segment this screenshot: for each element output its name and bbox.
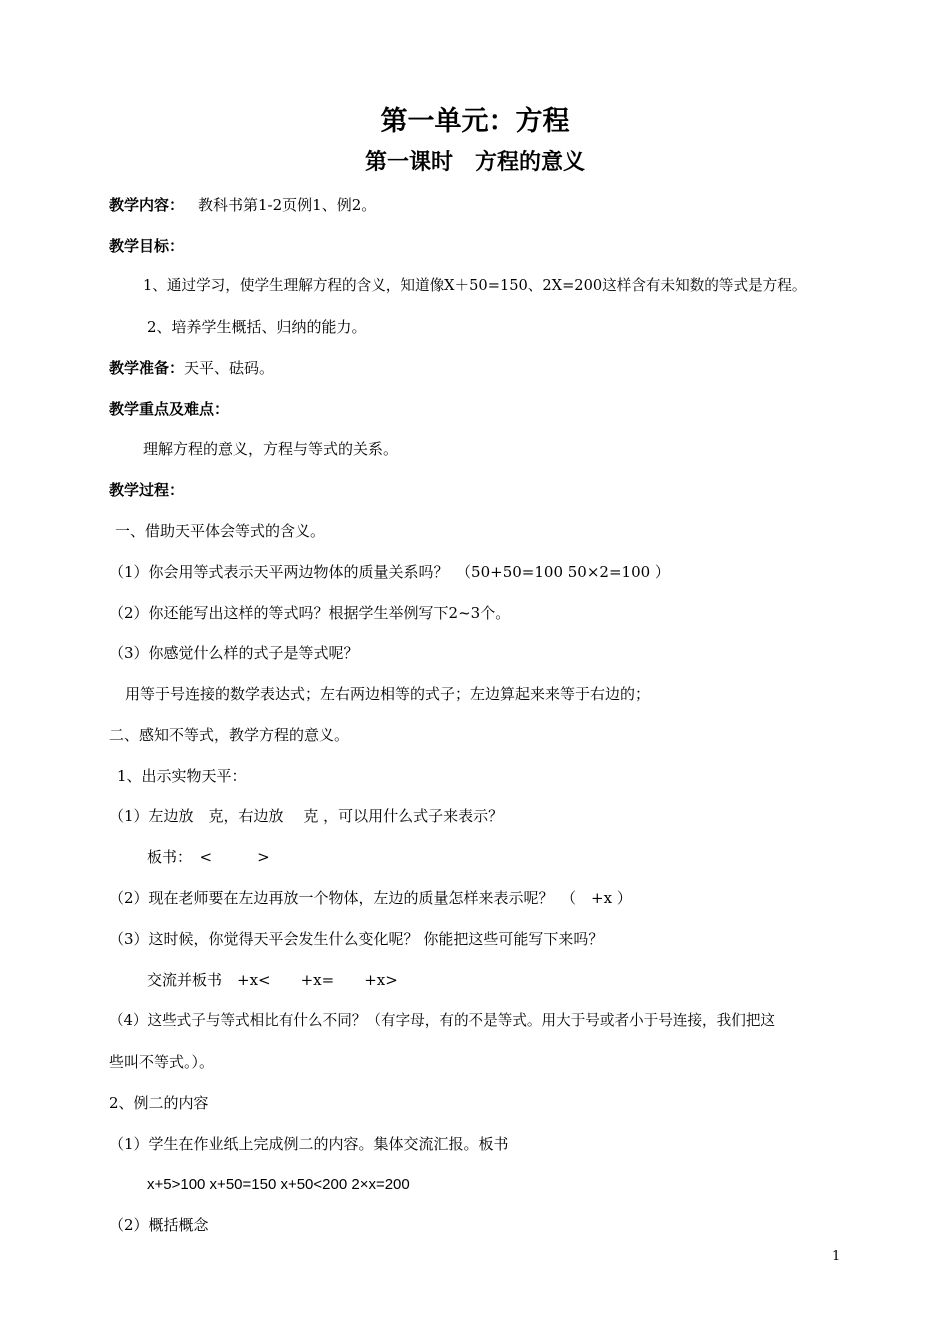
process-line: （3）你感觉什么样的式子是等式呢？ — [109, 644, 359, 662]
process-line: （2）你还能写出这样的等式吗？根据学生举例写下2~3个。 — [109, 604, 511, 622]
process-line: （2）概括概念 — [109, 1216, 209, 1234]
key-label: 教学重点及难点： — [109, 400, 230, 418]
lesson-subtitle: 第一课时 方程的意义 — [364, 149, 585, 175]
process-line: 板书： < > — [147, 848, 270, 866]
process-label: 教学过程： — [109, 481, 185, 499]
content-row — [109, 195, 376, 215]
prep-row — [109, 358, 274, 378]
process-line: （1）学生在作业纸上完成例二的内容。集体交流汇报。板书 — [109, 1135, 509, 1153]
content-label: 教学内容： — [109, 196, 185, 214]
content-text: 教科书第1-2页例1、例2。 — [198, 196, 377, 214]
process-line: （3）这时候，你觉得天平会发生什么变化呢？ 你能把这些可能写下来吗？ — [109, 930, 604, 948]
goals-label: 教学目标： — [109, 237, 185, 255]
process-line: （1）你会用等式表示天平两边物体的质量关系吗？ （50+50=100 50×2=100 ） — [109, 563, 670, 581]
process-line: （2）现在老师要在左边再放一个物体，左边的质量怎样来表示呢？ （ +x ） — [109, 889, 632, 907]
process-line: 交流并板书 +x< +x= +x> — [147, 971, 398, 989]
page-title: 第一单元：方程 — [380, 106, 570, 137]
process-line: 2、例二的内容 — [109, 1094, 209, 1112]
process-line: （1）左边放 克，右边放 克 ，可以用什么式子来表示？ — [109, 807, 504, 825]
prep-text: 天平、砝码。 — [184, 359, 275, 377]
process-line: （4）这些式子与等式相比有什么不同？（有字母，有的不是等式。用大于号或者小于号连接，我们把这 — [109, 1012, 776, 1029]
process-line: 些叫不等式。）。 — [109, 1053, 215, 1071]
goal-item: 2、培养学生概括、归纳的能力。 — [147, 318, 367, 336]
process-line: 用等于号连接的数学表达式；左右两边相等的式子；左边算起来来等于右边的； — [125, 685, 651, 703]
prep-label: 教学准备： — [109, 359, 185, 377]
process-line: 一、借助天平体会等式的含义。 — [115, 522, 326, 540]
key-text: 理解方程的意义，方程与等式的关系。 — [143, 440, 399, 458]
process-line: 1、出示实物天平： — [117, 767, 247, 785]
goal-item: 1、通过学习，使学生理解方程的含义，知道像X＋50=150、2X=200这样含有未知数的等式是方程。 — [143, 277, 807, 294]
process-line: 二、感知不等式，教学方程的意义。 — [109, 726, 350, 744]
page-number: 1 — [832, 1249, 841, 1264]
process-line: x+5>100 x+50=150 x+50<200 2×x=200 — [147, 1176, 410, 1193]
